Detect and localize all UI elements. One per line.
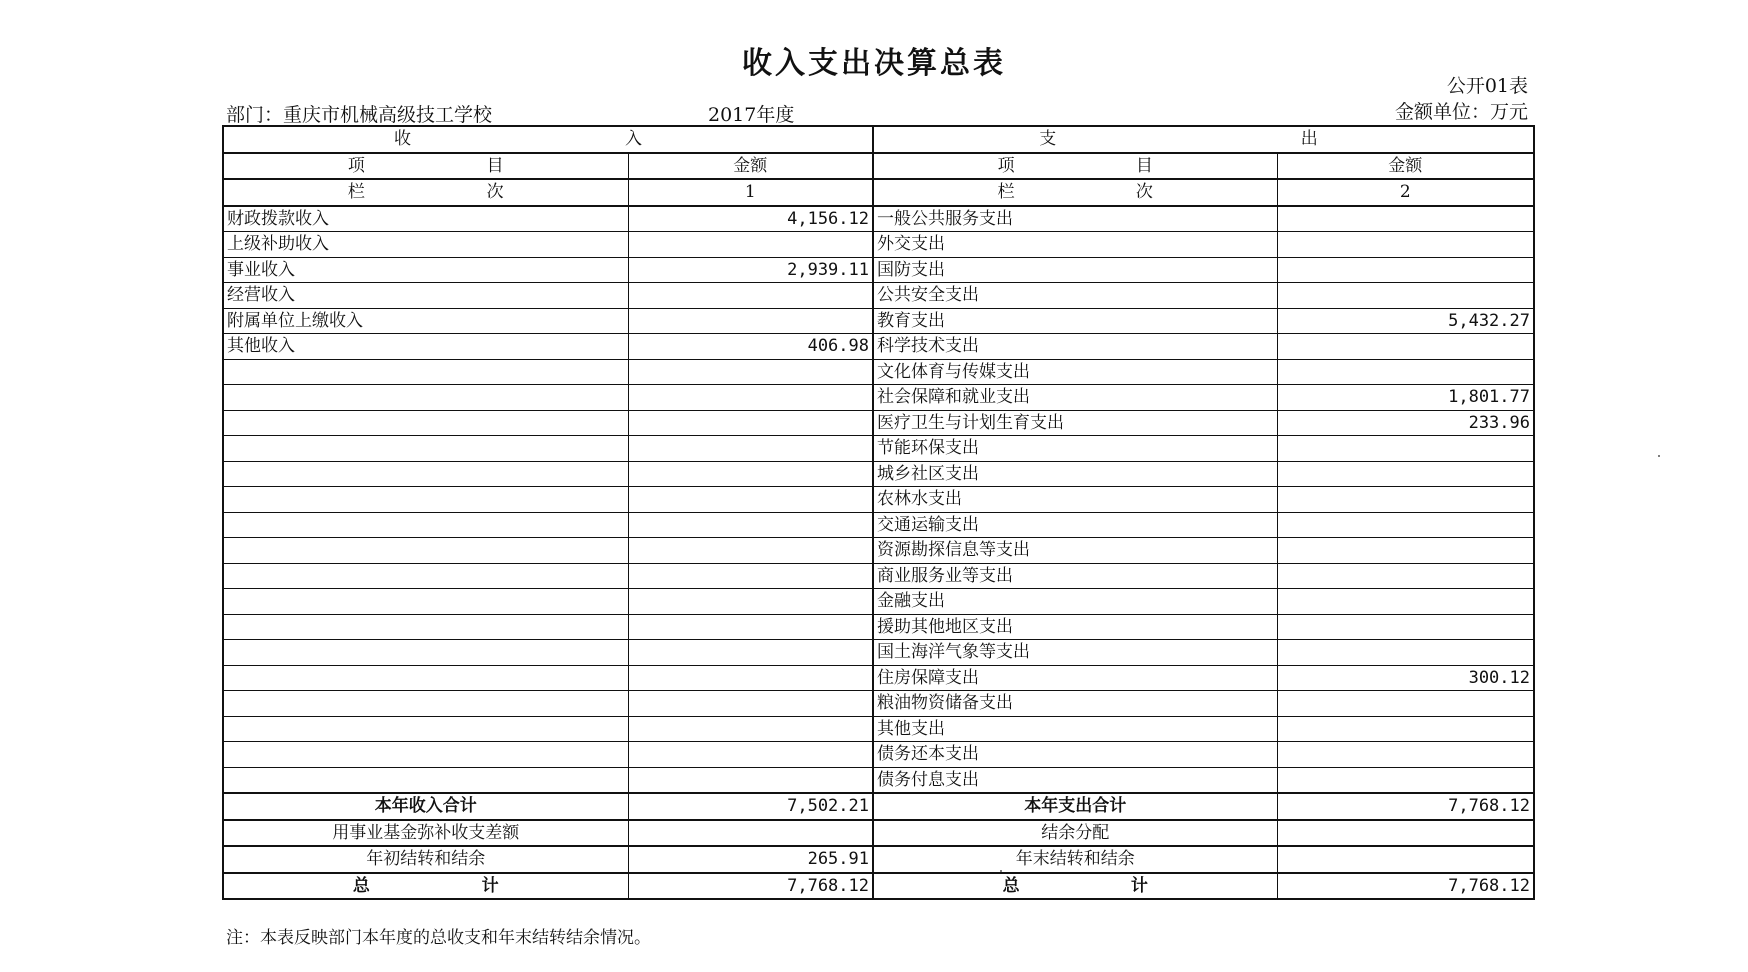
- table-row: [223, 742, 1534, 768]
- income-item-cell: 附属单位上缴收入: [223, 308, 628, 334]
- expense-row-no-header: [873, 179, 1277, 206]
- income-total-char-1: 总: [352, 875, 370, 896]
- table-row: [223, 538, 1534, 564]
- table-row: [223, 385, 1534, 411]
- table-row: [223, 716, 1534, 742]
- expense-amount-cell: [1277, 334, 1534, 360]
- section-heading-row: [223, 126, 1534, 153]
- expense-amount-cell: [1277, 232, 1534, 258]
- expense-amount-cell: [1277, 767, 1534, 793]
- income-grand-total-amount: 7,768.12: [628, 873, 873, 900]
- income-amount-cell: 4,156.12: [628, 206, 873, 232]
- table-row: [223, 283, 1534, 309]
- expense-amount-cell: [1277, 512, 1534, 538]
- expense-item-cell: 社会保障和就业支出: [873, 385, 1277, 411]
- income-item-header-char-1: 项: [347, 155, 365, 176]
- income-amount-cell: [628, 614, 873, 640]
- table-row: [223, 665, 1534, 691]
- income-expense-table: [222, 125, 1535, 900]
- income-item-cell: [223, 691, 628, 717]
- expense-section-heading: [873, 126, 1534, 153]
- table-row: [223, 614, 1534, 640]
- income-amount-cell: [628, 665, 873, 691]
- income-item-cell: [223, 640, 628, 666]
- expense-amount-header: 金额: [1277, 153, 1534, 180]
- income-item-cell: [223, 385, 628, 411]
- income-item-cell: [223, 512, 628, 538]
- table-row: [223, 232, 1534, 258]
- income-amount-cell: [628, 436, 873, 462]
- summary-income-amount: 265.91: [628, 846, 873, 873]
- expense-amount-cell: [1277, 283, 1534, 309]
- expense-amount-cell: [1277, 436, 1534, 462]
- table-row: [223, 334, 1534, 360]
- table-row: [223, 563, 1534, 589]
- expense-amount-cell: [1277, 461, 1534, 487]
- income-amount-cell: [628, 512, 873, 538]
- table-row: [223, 461, 1534, 487]
- expense-heading-char-1: 支: [1039, 129, 1057, 150]
- expense-item-header-char-1: 项: [997, 155, 1015, 176]
- summary-expense-amount: [1277, 820, 1534, 847]
- summary-expense-label: 本年支出合计: [873, 793, 1277, 820]
- income-amount-cell: [628, 563, 873, 589]
- income-amount-cell: [628, 640, 873, 666]
- income-amount-cell: [628, 385, 873, 411]
- expense-total-char-2: 计: [1130, 875, 1148, 896]
- expense-amount-cell: [1277, 716, 1534, 742]
- expense-item-cell: 农林水支出: [873, 487, 1277, 513]
- expense-grand-total-label: [873, 873, 1277, 900]
- table-row: [223, 410, 1534, 436]
- income-section-heading: [223, 126, 873, 153]
- table-row: [223, 512, 1534, 538]
- page-title: 收入支出决算总表: [742, 46, 1006, 81]
- summary-income-label: 用事业基金弥补收支差额: [223, 820, 628, 847]
- expense-item-cell: 其他支出: [873, 716, 1277, 742]
- income-item-cell: 其他收入: [223, 334, 628, 360]
- income-heading-char-1: 收: [394, 129, 411, 150]
- expense-item-header: [873, 153, 1277, 180]
- scan-speck: [1000, 870, 1002, 872]
- amount-unit: 金额单位：万元: [1394, 101, 1528, 123]
- income-amount-cell: [628, 232, 873, 258]
- summary-row: [223, 846, 1534, 873]
- expense-item-cell: 教育支出: [873, 308, 1277, 334]
- expense-row-no-char-1: 栏: [997, 182, 1015, 203]
- expense-item-cell: 文化体育与传媒支出: [873, 359, 1277, 385]
- expense-item-header-char-2: 目: [1135, 155, 1153, 176]
- column-header-row: [223, 153, 1534, 180]
- income-amount-cell: [628, 461, 873, 487]
- expense-item-cell: 城乡社区支出: [873, 461, 1277, 487]
- income-grand-total-label: [223, 873, 628, 900]
- fiscal-year: 2017年度: [708, 104, 795, 126]
- income-item-cell: 财政拨款收入: [223, 206, 628, 232]
- income-amount-cell: [628, 716, 873, 742]
- income-item-cell: [223, 589, 628, 615]
- expense-item-cell: 外交支出: [873, 232, 1277, 258]
- income-amount-cell: [628, 589, 873, 615]
- expense-amount-cell: [1277, 640, 1534, 666]
- income-row-no-header: [223, 179, 628, 206]
- summary-income-label: 本年收入合计: [223, 793, 628, 820]
- summary-income-label: 年初结转和结余: [223, 846, 628, 873]
- income-amount-cell: [628, 742, 873, 768]
- summary-expense-label: 年末结转和结余: [873, 846, 1277, 873]
- summary-expense-amount: [1277, 846, 1534, 873]
- income-amount-cell: [628, 359, 873, 385]
- income-amount-header: 金额: [628, 153, 873, 180]
- summary-income-amount: [628, 820, 873, 847]
- expense-item-cell: 商业服务业等支出: [873, 563, 1277, 589]
- summary-row: [223, 820, 1534, 847]
- income-item-cell: [223, 742, 628, 768]
- expense-item-cell: 公共安全支出: [873, 283, 1277, 309]
- grand-total-row: [223, 873, 1534, 900]
- expense-item-cell: 援助其他地区支出: [873, 614, 1277, 640]
- table-row: [223, 257, 1534, 283]
- income-row-no-char-2: 次: [486, 182, 504, 203]
- expense-item-cell: 国防支出: [873, 257, 1277, 283]
- income-item-cell: [223, 487, 628, 513]
- expense-total-char-1: 总: [1002, 875, 1020, 896]
- expense-item-cell: 资源勘探信息等支出: [873, 538, 1277, 564]
- income-amount-cell: [628, 691, 873, 717]
- expense-item-cell: 医疗卫生与计划生育支出: [873, 410, 1277, 436]
- expense-grand-total-amount: 7,768.12: [1277, 873, 1534, 900]
- income-item-cell: 上级补助收入: [223, 232, 628, 258]
- department-label: 部门：重庆市机械高级技工学校: [226, 104, 493, 126]
- income-item-header: [223, 153, 628, 180]
- expense-heading-char-2: 出: [1300, 129, 1318, 150]
- income-item-cell: [223, 461, 628, 487]
- income-row-no-char-1: 栏: [347, 182, 365, 203]
- summary-row: [223, 793, 1534, 820]
- scan-speck: [1658, 455, 1660, 457]
- table-row: [223, 206, 1534, 232]
- expense-item-cell: 债务还本支出: [873, 742, 1277, 768]
- expense-amount-cell: [1277, 742, 1534, 768]
- income-column-number: 1: [628, 179, 873, 206]
- income-item-header-char-2: 目: [486, 155, 504, 176]
- expense-amount-cell: [1277, 614, 1534, 640]
- table-row: [223, 308, 1534, 334]
- footnote: 注：本表反映部门本年度的总收支和年末结转结余情况。: [226, 928, 651, 948]
- income-amount-cell: [628, 487, 873, 513]
- expense-item-cell: 金融支出: [873, 589, 1277, 615]
- income-amount-cell: 406.98: [628, 334, 873, 360]
- income-total-char-2: 计: [481, 875, 499, 896]
- income-amount-cell: [628, 410, 873, 436]
- income-amount-cell: [628, 767, 873, 793]
- expense-item-cell: 粮油物资储备支出: [873, 691, 1277, 717]
- expense-amount-cell: [1277, 487, 1534, 513]
- expense-amount-cell: [1277, 257, 1534, 283]
- expense-item-cell: 债务付息支出: [873, 767, 1277, 793]
- expense-column-number: 2: [1277, 179, 1534, 206]
- expense-item-cell: 节能环保支出: [873, 436, 1277, 462]
- summary-expense-label: 结余分配: [873, 820, 1277, 847]
- income-item-cell: [223, 716, 628, 742]
- expense-amount-cell: [1277, 206, 1534, 232]
- income-item-cell: 经营收入: [223, 283, 628, 309]
- table-row: [223, 589, 1534, 615]
- income-amount-cell: [628, 308, 873, 334]
- income-item-cell: [223, 538, 628, 564]
- expense-item-cell: 国土海洋气象等支出: [873, 640, 1277, 666]
- summary-income-amount: 7,502.21: [628, 793, 873, 820]
- table-row: [223, 691, 1534, 717]
- table-row: [223, 487, 1534, 513]
- income-amount-cell: 2,939.11: [628, 257, 873, 283]
- income-item-cell: [223, 359, 628, 385]
- column-number-row: [223, 179, 1534, 206]
- table-row: [223, 640, 1534, 666]
- table-row: [223, 436, 1534, 462]
- expense-amount-cell: 1,801.77: [1277, 385, 1534, 411]
- income-item-cell: [223, 563, 628, 589]
- expense-amount-cell: 5,432.27: [1277, 308, 1534, 334]
- income-item-cell: 事业收入: [223, 257, 628, 283]
- table-row: [223, 359, 1534, 385]
- expense-item-cell: 住房保障支出: [873, 665, 1277, 691]
- income-item-cell: [223, 767, 628, 793]
- expense-item-cell: 一般公共服务支出: [873, 206, 1277, 232]
- income-item-cell: [223, 665, 628, 691]
- expense-amount-cell: [1277, 691, 1534, 717]
- summary-expense-amount: 7,768.12: [1277, 793, 1534, 820]
- income-amount-cell: [628, 538, 873, 564]
- expense-amount-cell: 300.12: [1277, 665, 1534, 691]
- income-item-cell: [223, 614, 628, 640]
- expense-amount-cell: [1277, 359, 1534, 385]
- expense-item-cell: 科学技术支出: [873, 334, 1277, 360]
- expense-amount-cell: [1277, 589, 1534, 615]
- income-item-cell: [223, 436, 628, 462]
- form-code: 公开01表: [1446, 75, 1528, 97]
- income-amount-cell: [628, 283, 873, 309]
- expense-amount-cell: 233.96: [1277, 410, 1534, 436]
- income-item-cell: [223, 410, 628, 436]
- expense-row-no-char-2: 次: [1135, 182, 1153, 203]
- expense-item-cell: 交通运输支出: [873, 512, 1277, 538]
- expense-amount-cell: [1277, 563, 1534, 589]
- income-heading-char-2: 入: [625, 129, 642, 150]
- expense-amount-cell: [1277, 538, 1534, 564]
- table-row: [223, 767, 1534, 793]
